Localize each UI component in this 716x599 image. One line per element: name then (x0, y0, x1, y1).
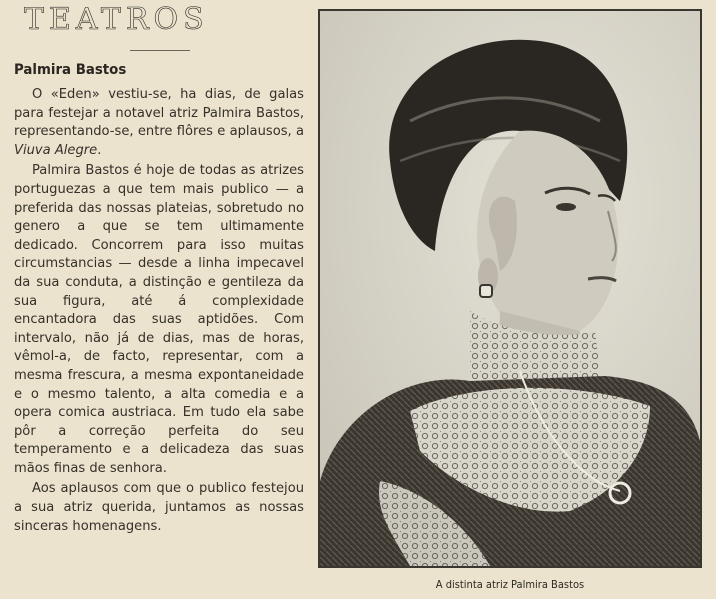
photo-caption: A distinta atriz Palmira Bastos (435, 578, 585, 591)
article-paragraph (14, 162, 304, 478)
paragraph-text: O «Eden» vestiu-se, ha dias, de galas para festejar a notavel atriz Palmira Bastos, representando-se, entre flôres e aplausos, a (14, 87, 304, 140)
article-paragraph (14, 86, 304, 160)
article-body (14, 86, 304, 538)
paragraph-text: Palmira Bastos é hoje de todas as atrizes portuguezas a que tem mais publico — a preferida das nossas plateias, sobretudo no genero a que se tem ultimamente dedicado. Concorrem para isso muitas circumstancias — desde a linha impecavel da sua conduta, a distinção e gentileza da sua figura, até á complexidade encantadora das suas aptidões. Com intervalo, não já de dias, mas de horas, vêmol-a, de facto, representar, com a mesma frescura, a mesma expontaneidade e o mesmo talento, a alta comedia e a opera comica austriaca. Em tudo ela sabe pôr a correção perfeita do seu temperamento e a delicadeza das suas mãos finas de senhora. (14, 163, 304, 476)
article-heading: Palmira Bastos (14, 62, 127, 78)
section-title: TEATROS (24, 2, 209, 37)
portrait-illustration (320, 11, 700, 566)
play-title: Viuva Alegre (14, 142, 98, 158)
portrait-photo (318, 9, 702, 568)
title-divider (130, 50, 190, 51)
paragraph-text: . (97, 142, 102, 158)
article-paragraph (14, 480, 304, 536)
paragraph-text: Aos aplausos com que o publico festejou a sua atriz querida, juntamos as nossas sinceras homenagens. (14, 481, 304, 534)
